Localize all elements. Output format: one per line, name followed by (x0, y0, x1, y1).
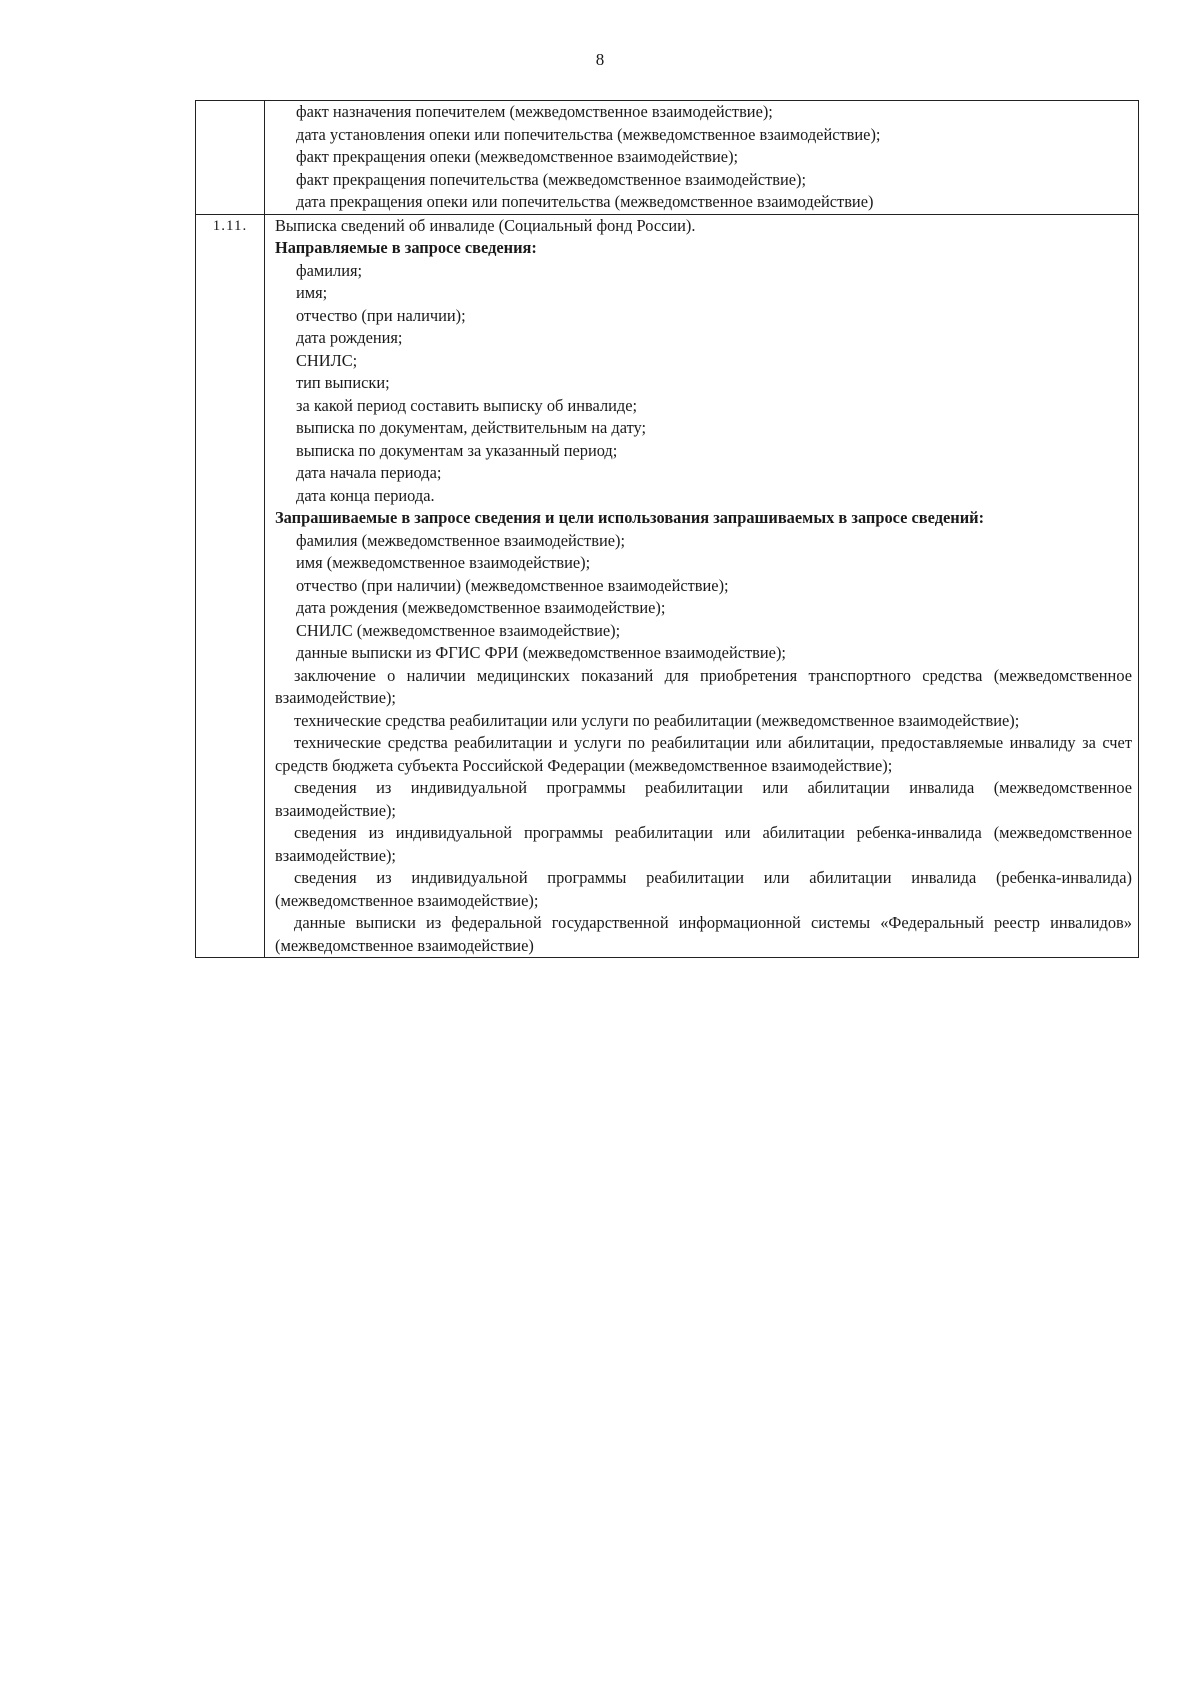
list-item: дата конца периода. (296, 485, 435, 505)
row-number-cell-empty (196, 101, 265, 215)
list-paragraph: данные выписки из федеральной государственной информационной системы «Федеральный реестр инвалидов» (межведомственное взаимодействие) (275, 913, 1132, 955)
row-title: Выписка сведений об инвалиде (Социальный фонд России). (275, 215, 696, 235)
list-item: выписка по документам, действительным на дату; (296, 418, 647, 437)
list-item: СНИЛС (межведомственное взаимодействие); (296, 620, 621, 640)
sent-heading: Направляемые в запросе сведения: (275, 238, 537, 257)
row-content-cell (265, 101, 1139, 215)
list-item: дата рождения (межведомственное взаимодействие); (296, 598, 666, 617)
list-paragraph: сведения из индивидуальной программы реабилитации или абилитации инвалида (ребенка-инвалида) (межведомственное взаимодействие); (275, 868, 1132, 910)
list-item: отчество (при наличии) (межведомственное взаимодействие); (296, 575, 729, 595)
list-item: данные выписки из ФГИС ФРИ (межведомственное взаимодействие); (296, 643, 786, 662)
list-item: СНИЛС; (296, 350, 358, 370)
list-item: фамилия (межведомственное взаимодействие); (296, 530, 625, 550)
list-item: факт прекращения опеки (межведомственное взаимодействие); (296, 147, 739, 166)
list-item: факт прекращения попечительства (межведомственное взаимодействие); (296, 169, 807, 189)
list-item: имя (межведомственное взаимодействие); (296, 553, 591, 572)
list-item: фамилия; (296, 260, 363, 280)
list-paragraph: технические средства реабилитации и услуги по реабилитации или абилитации, предоставляемые инвалиду за счет средств бюджета субъекта Российской Федерации (межведомственное взаимодействие); (275, 733, 1132, 775)
list-item: выписка по документам за указанный период; (296, 440, 618, 460)
list-item: дата прекращения опеки или попечительства (межведомственное взаимодействие) (296, 192, 874, 211)
table-row-continued (196, 101, 1139, 215)
row-number: 1.11. (196, 214, 265, 958)
list-item: тип выписки; (296, 373, 390, 392)
list-item: за какой период составить выписку об инвалиде; (296, 395, 638, 415)
list-item: дата рождения; (296, 328, 403, 347)
list-item: имя; (296, 283, 328, 302)
list-item: дата установления опеки или попечительства (межведомственное взаимодействие); (296, 124, 881, 144)
list-paragraph: заключение о наличии медицинских показаний для приобретения транспортного средства (межведомственное взаимодействие); (275, 665, 1132, 707)
row-content-cell (265, 214, 1139, 958)
list-item: факт назначения попечителем (межведомственное взаимодействие); (296, 102, 773, 121)
table-row-1-11 (196, 214, 1139, 958)
list-paragraph: сведения из индивидуальной программы реабилитации или абилитации инвалида (межведомственное взаимодействие); (275, 778, 1132, 820)
list-item: дата начала периода; (296, 463, 442, 482)
requested-heading: Запрашиваемые в запросе сведения и цели использования запрашиваемых в запросе сведений: (275, 508, 985, 527)
list-item: отчество (при наличии); (296, 305, 466, 325)
document-table (195, 100, 1139, 958)
page-number: 8 (595, 50, 605, 69)
list-paragraph: сведения из индивидуальной программы реабилитации или абилитации ребенка-инвалида (межведомственное взаимодействие); (275, 823, 1132, 865)
list-paragraph: технические средства реабилитации или услуги по реабилитации (межведомственное взаимодействие); (294, 710, 1020, 730)
